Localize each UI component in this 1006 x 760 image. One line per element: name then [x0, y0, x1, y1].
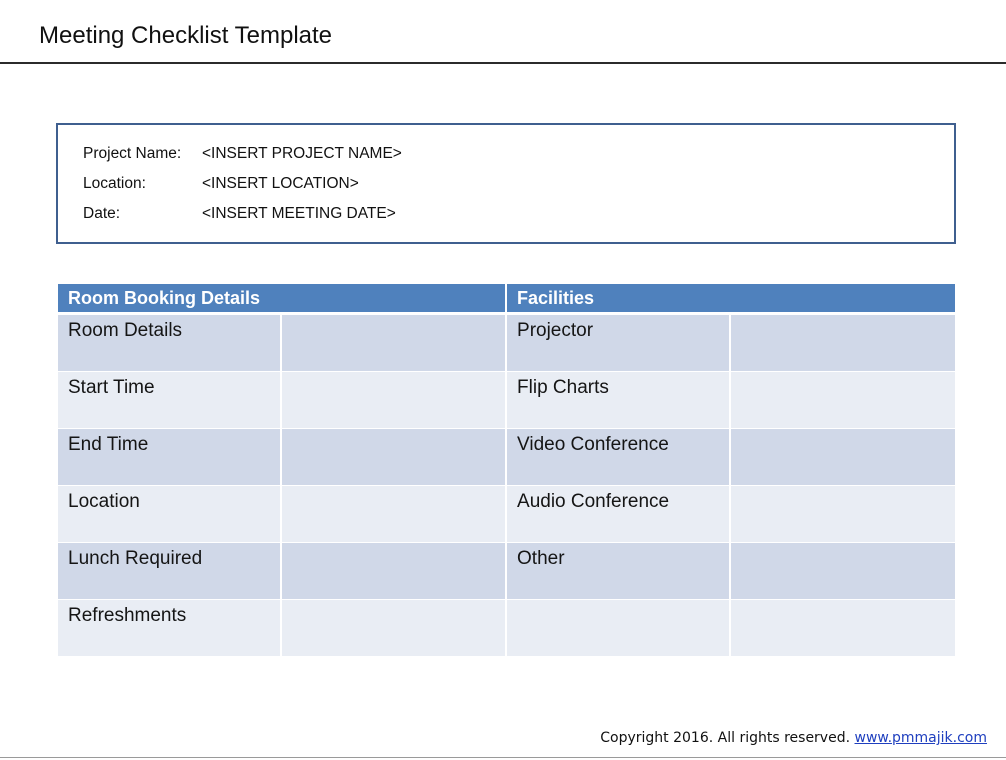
facility-item-label: Video Conference	[507, 429, 731, 486]
copyright-text: Copyright 2016. All rights reserved.	[600, 730, 851, 746]
facility-item-value-cell[interactable]	[731, 600, 955, 657]
info-value: <INSERT LOCATION>	[202, 175, 359, 192]
facility-item-label	[507, 600, 731, 657]
booking-item-label: Refreshments	[58, 600, 282, 657]
table-row	[58, 429, 955, 486]
checklist-table	[58, 284, 955, 657]
table-header-row	[58, 284, 955, 315]
info-label: Project Name:	[83, 145, 182, 162]
facility-item-value-cell[interactable]	[731, 429, 955, 486]
table-row	[58, 486, 955, 543]
header-room-booking-details: Room Booking Details	[58, 284, 507, 315]
footer	[600, 730, 987, 746]
booking-item-label: Room Details	[58, 315, 282, 372]
table-row	[58, 372, 955, 429]
booking-item-value-cell[interactable]	[282, 600, 507, 657]
website-link[interactable]: www.pmmajik.com	[854, 730, 987, 746]
facility-item-value-cell[interactable]	[731, 486, 955, 543]
page-title: Meeting Checklist Template	[39, 22, 333, 49]
booking-item-value-cell[interactable]	[282, 372, 507, 429]
booking-item-label: Lunch Required	[58, 543, 282, 600]
booking-item-value-cell[interactable]	[282, 543, 507, 600]
header-facilities: Facilities	[507, 284, 955, 315]
project-info-box	[56, 123, 956, 244]
info-value: <INSERT MEETING DATE>	[202, 205, 396, 222]
facility-item-value-cell[interactable]	[731, 372, 955, 429]
table-row	[58, 600, 955, 657]
info-label: Date:	[83, 205, 121, 222]
booking-item-label: End Time	[58, 429, 282, 486]
facility-item-value-cell[interactable]	[731, 543, 955, 600]
facility-item-label: Other	[507, 543, 731, 600]
table-row	[58, 315, 955, 372]
info-label: Location:	[83, 175, 146, 192]
booking-item-value-cell[interactable]	[282, 429, 507, 486]
facility-item-label: Audio Conference	[507, 486, 731, 543]
facility-item-label: Projector	[507, 315, 731, 372]
title-divider	[0, 62, 1006, 64]
booking-item-label: Start Time	[58, 372, 282, 429]
booking-item-label: Location	[58, 486, 282, 543]
booking-item-value-cell[interactable]	[282, 486, 507, 543]
bottom-divider	[0, 757, 1006, 758]
facility-item-label: Flip Charts	[507, 372, 731, 429]
facility-item-value-cell[interactable]	[731, 315, 955, 372]
table-row	[58, 543, 955, 600]
info-value: <INSERT PROJECT NAME>	[202, 145, 402, 162]
booking-item-value-cell[interactable]	[282, 315, 507, 372]
